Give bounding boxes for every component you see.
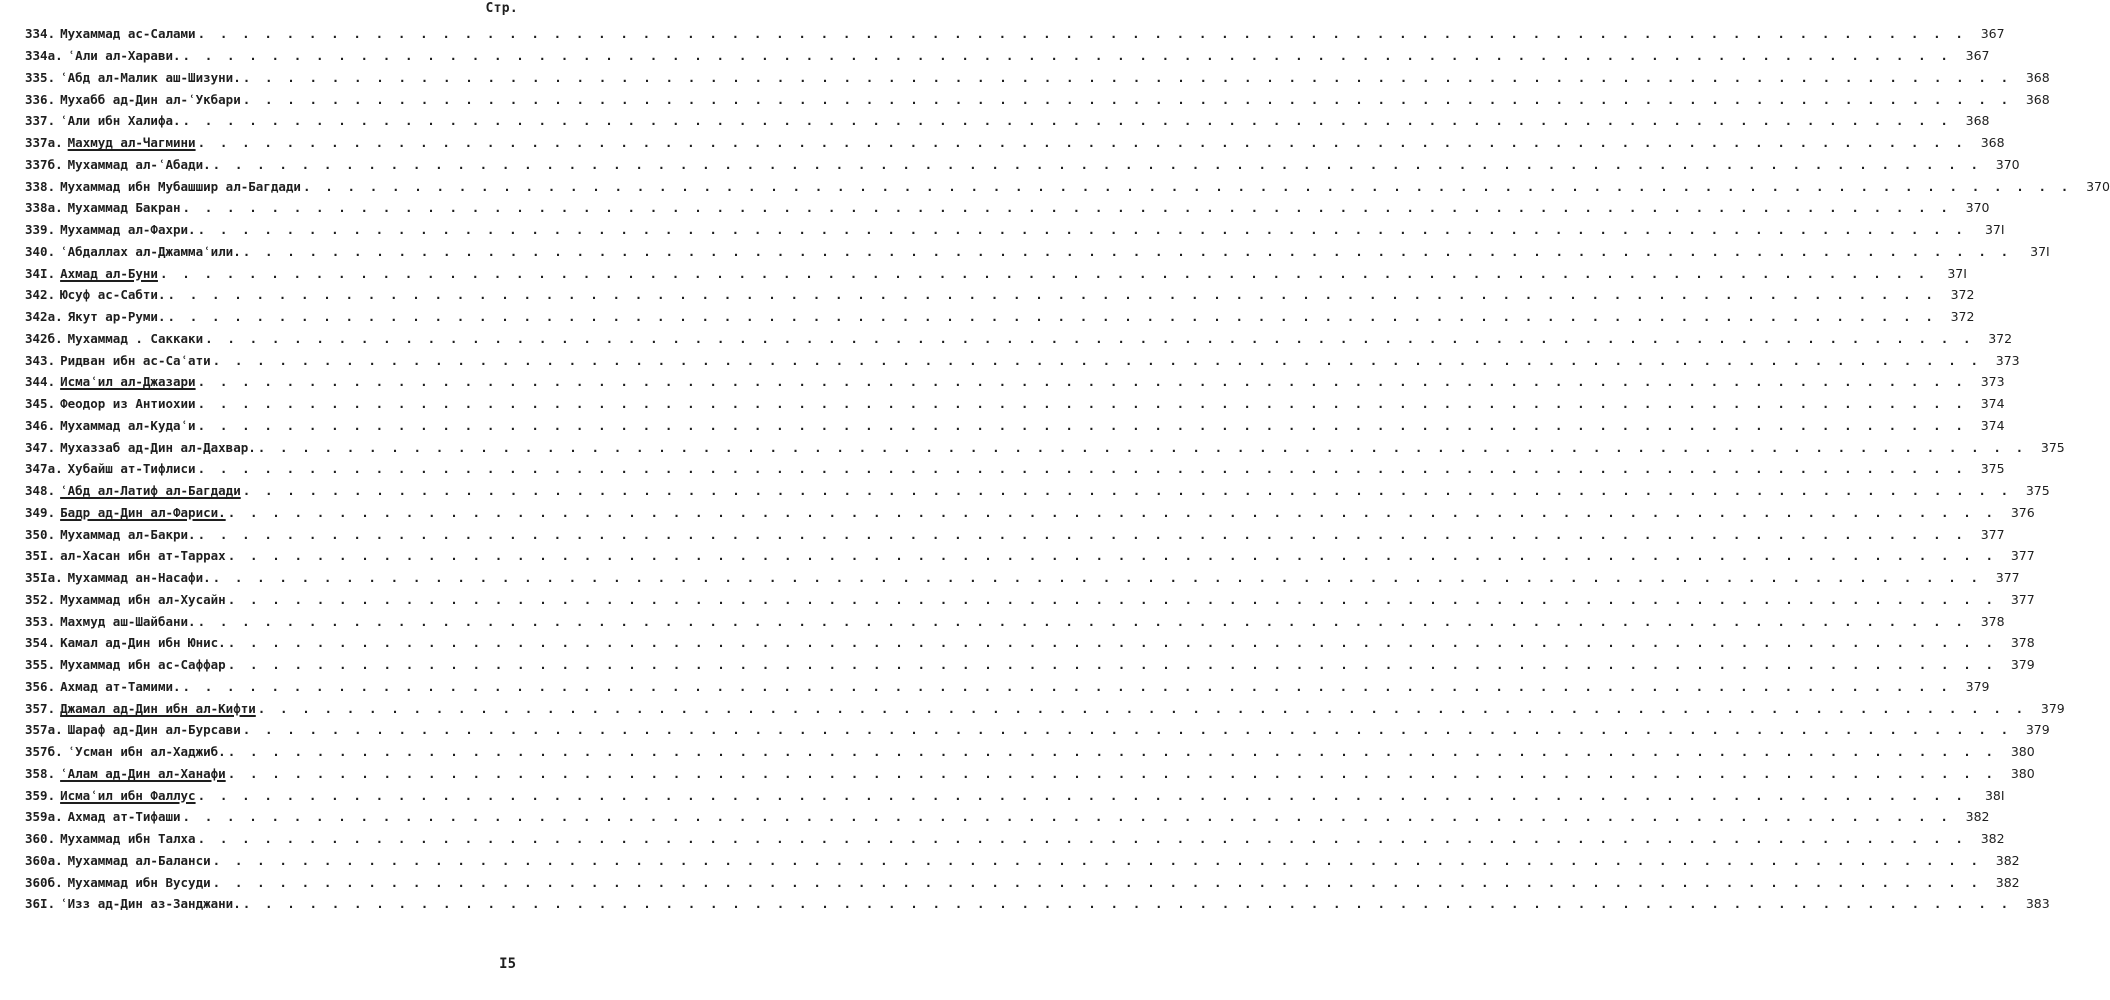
toc-entry-number: 336. [25, 91, 56, 107]
toc-entry [25, 436, 2065, 458]
toc-entry-title: ʿАбдаллах ал-Джаммаʿили. [60, 243, 241, 259]
toc-entry-number: 337б. [25, 156, 63, 172]
toc-entry [25, 45, 1990, 67]
toc-entry-title: ʿАли ибн Халифа. [60, 113, 181, 129]
toc-entry-number: 348. [25, 483, 56, 499]
dot-leader: . . . . . . . . . . . . . . . . . . . . . . . . . . . . . . . . . . . . . . . . . . . . . . . . . . . . . . . . . . . . . . . . . . . . . . . . . . . . . . . . [182, 809, 1952, 825]
toc-entry-number: 357. [25, 700, 56, 716]
toc-entry-number: 352. [25, 591, 56, 607]
dot-leader: . . . . . . . . . . . . . . . . . . . . . . . . . . . . . . . . . . . . . . . . . . . . . . . . . . . . . . . . . . . . . . . . . . . . . . . . . . . . . . . . [302, 178, 2072, 194]
toc-entry-title: Мухаммад Бакран [67, 200, 181, 216]
toc-entry-title: ʿАли ал-Харави. [67, 48, 181, 64]
toc-entry [25, 110, 1990, 132]
toc-entry-title: ʿАбд ал-Малик аш-Шизуни. [60, 69, 241, 85]
toc-entry-number: 334а. [25, 48, 63, 64]
toc-entry-number: 357а. [25, 722, 63, 738]
toc-entry-number: 350. [25, 526, 56, 542]
toc-entry-number: 344. [25, 374, 56, 390]
toc-entry-number: 342. [25, 287, 56, 303]
dot-leader: . . . . . . . . . . . . . . . . . . . . . . . . . . . . . . . . . . . . . . . . . . . . . . . . . . . . . . . . . . . . . . . . . . . . . . . . . . . . . . . . [197, 613, 1967, 629]
toc-entry-page: 368 [2025, 91, 2050, 107]
toc-entry-page: 375 [2025, 483, 2050, 499]
toc-entry-page: 37I [1984, 222, 2005, 238]
dot-leader: . . . . . . . . . . . . . . . . . . . . . . . . . . . . . . . . . . . . . . . . . . . . . . . . . . . . . . . . . . . . . . . . . . . . . . . . . . . . . . . . [197, 831, 1967, 847]
toc-entry-page: 379 [2025, 722, 2050, 738]
toc-entry [25, 871, 2020, 893]
toc-entry [25, 567, 2020, 589]
toc-entry-number: 354. [25, 635, 56, 651]
toc-entry-title: ʿАбд ал-Латиф ал-Багдади [60, 483, 241, 499]
dot-leader: . . . . . . . . . . . . . . . . . . . . . . . . . . . . . . . . . . . . . . . . . . . . . . . . . . . . . . . . . . . . . . . . . . . . . . . . . . . . . . . . [197, 461, 1967, 477]
dot-leader: . . . . . . . . . . . . . . . . . . . . . . . . . . . . . . . . . . . . . . . . . . . . . . . . . . . . . . . . . . . . . . . . . . . . . . . . . . . . . . . . [212, 852, 1982, 868]
toc-entry-number: 34I. [25, 265, 56, 281]
toc-entry-title: ал-Хасан ибн ат-Таррах [60, 548, 226, 564]
toc-entry-number: 339. [25, 222, 56, 238]
dot-leader: . . . . . . . . . . . . . . . . . . . . . . . . . . . . . . . . . . . . . . . . . . . . . . . . . . . . . . . . . . . . . . . . . . . . . . . . . . . . . . . . [197, 26, 1967, 42]
toc-entry [25, 262, 1967, 284]
dot-leader: . . . . . . . . . . . . . . . . . . . . . . . . . . . . . . . . . . . . . . . . . . . . . . . . . . . . . . . . . . . . . . . . . . . . . . . . . . . . . . . . [182, 678, 1952, 694]
toc-entry-number: 343. [25, 352, 56, 368]
dot-leader: . . . . . . . . . . . . . . . . . . . . . . . . . . . . . . . . . . . . . . . . . . . . . . . . . . . . . . . . . . . . . . . . . . . . . . . . . . . . . . . . [227, 765, 1997, 781]
toc-entry [25, 197, 1990, 219]
toc-entry-number: 340. [25, 243, 56, 259]
toc-entry-page: 372 [1950, 309, 1975, 325]
toc-entry-page: 382 [1980, 831, 2005, 847]
toc-entry-title: ʿУсман ибн ал-Хаджиб. [67, 744, 226, 760]
toc-entry-title: Мухаммад ибн ал-Хусайн [60, 591, 226, 607]
toc-entry [25, 393, 2005, 415]
dot-leader: . . . . . . . . . . . . . . . . . . . . . . . . . . . . . . . . . . . . . . . . . . . . . . . . . . . . . . . . . . . . . . . . . . . . . . . . . . . . . . . . [167, 287, 1937, 303]
toc-entry-title: Исмаʿил ибн Фаллус [60, 787, 196, 803]
toc-entry [25, 458, 2005, 480]
dot-leader: . . . . . . . . . . . . . . . . . . . . . . . . . . . . . . . . . . . . . . . . . . . . . . . . . . . . . . . . . . . . . . . . . . . . . . . . . . . . . . . . [257, 439, 2027, 455]
dot-leader: . . . . . . . . . . . . . . . . . . . . . . . . . . . . . . . . . . . . . . . . . . . . . . . . . . . . . . . . . . . . . . . . . . . . . . . . . . . . . . . . [242, 69, 2012, 85]
toc-entry-page: 372 [1950, 287, 1975, 303]
dot-leader: . . . . . . . . . . . . . . . . . . . . . . . . . . . . . . . . . . . . . . . . . . . . . . . . . . . . . . . . . . . . . . . . . . . . . . . . . . . . . . . . [182, 48, 1952, 64]
dot-leader: . . . . . . . . . . . . . . . . . . . . . . . . . . . . . . . . . . . . . . . . . . . . . . . . . . . . . . . . . . . . . . . . . . . . . . . . . . . . . . . . [167, 309, 1937, 325]
dot-leader: . . . . . . . . . . . . . . . . . . . . . . . . . . . . . . . . . . . . . . . . . . . . . . . . . . . . . . . . . . . . . . . . . . . . . . . . . . . . . . . . [182, 113, 1952, 129]
dot-leader: . . . . . . . . . . . . . . . . . . . . . . . . . . . . . . . . . . . . . . . . . . . . . . . . . . . . . . . . . . . . . . . . . . . . . . . . . . . . . . . . [197, 222, 1967, 238]
dot-leader: . . . . . . . . . . . . . . . . . . . . . . . . . . . . . . . . . . . . . . . . . . . . . . . . . . . . . . . . . . . . . . . . . . . . . . . . . . . . . . . . [242, 722, 2012, 738]
toc-entry-title: Ридван ибн ас-Саʿати [60, 352, 211, 368]
toc-entry-number: 35I. [25, 548, 56, 564]
toc-entry [25, 893, 2050, 915]
toc-entry-number: 36I. [25, 896, 56, 912]
toc-entry [25, 654, 2035, 676]
dot-leader: . . . . . . . . . . . . . . . . . . . . . . . . . . . . . . . . . . . . . . . . . . . . . . . . . . . . . . . . . . . . . . . . . . . . . . . . . . . . . . . . [197, 417, 1967, 433]
toc-entry-page: 370 [1965, 200, 1990, 216]
toc-entry [25, 415, 2005, 437]
toc-entry-number: 360б. [25, 874, 63, 890]
toc-entry [25, 632, 2035, 654]
toc-entry [25, 23, 2005, 45]
toc-entry-page: 368 [1965, 113, 1990, 129]
dot-leader: . . . . . . . . . . . . . . . . . . . . . . . . . . . . . . . . . . . . . . . . . . . . . . . . . . . . . . . . . . . . . . . . . . . . . . . . . . . . . . . . [197, 787, 1967, 803]
toc-entry-title: Камал ад-Дин ибн Юнис. [60, 635, 226, 651]
toc-entry-page: 373 [1995, 352, 2020, 368]
toc-entry-title: Бадр ад-Дин ал-Фариси. [60, 504, 226, 520]
toc-entry-title: Мухаззаб ад-Дин ал-Дахвар. [60, 439, 256, 455]
toc-entry [25, 741, 2035, 763]
dot-leader: . . . . . . . . . . . . . . . . . . . . . . . . . . . . . . . . . . . . . . . . . . . . . . . . . . . . . . . . . . . . . . . . . . . . . . . . . . . . . . . . [242, 243, 2012, 259]
toc-entry-number: 357б. [25, 744, 63, 760]
toc-entry-number: 337а. [25, 135, 63, 151]
toc-entry-number: 356. [25, 678, 56, 694]
toc-entry-page: 379 [2010, 657, 2035, 673]
toc-entry [25, 88, 2050, 110]
toc-entry-number: 359а. [25, 809, 63, 825]
toc-entry-number: 347а. [25, 461, 63, 477]
dot-leader: . . . . . . . . . . . . . . . . . . . . . . . . . . . . . . . . . . . . . . . . . . . . . . . . . . . . . . . . . . . . . . . . . . . . . . . . . . . . . . . . [242, 896, 2012, 912]
toc-entry [25, 828, 2005, 850]
table-of-contents [25, 23, 2110, 915]
toc-entry [25, 219, 2005, 241]
toc-entry-page: 377 [2010, 591, 2035, 607]
toc-entry [25, 523, 2005, 545]
toc-entry-number: 355. [25, 657, 56, 673]
toc-entry-title: Юсуф ас-Сабти. [60, 287, 166, 303]
toc-entry-page: 377 [1995, 570, 2020, 586]
dot-leader: . . . . . . . . . . . . . . . . . . . . . . . . . . . . . . . . . . . . . . . . . . . . . . . . . . . . . . . . . . . . . . . . . . . . . . . . . . . . . . . . [159, 265, 1929, 281]
toc-entry-page: 377 [2010, 548, 2035, 564]
dot-leader: . . . . . . . . . . . . . . . . . . . . . . . . . . . . . . . . . . . . . . . . . . . . . . . . . . . . . . . . . . . . . . . . . . . . . . . . . . . . . . . . [197, 526, 1967, 542]
toc-entry-title: Джамал ад-Дин ибн ал-Кифти [60, 700, 256, 716]
dot-leader: . . . . . . . . . . . . . . . . . . . . . . . . . . . . . . . . . . . . . . . . . . . . . . . . . . . . . . . . . . . . . . . . . . . . . . . . . . . . . . . . [257, 700, 2027, 716]
toc-entry-number: 338. [25, 178, 56, 194]
toc-entry-page: 382 [1965, 809, 1990, 825]
toc-entry-title: Мухаммад ал-ʿАбади. [67, 156, 211, 172]
toc-entry-page: 367 [1965, 48, 1990, 64]
dot-leader: . . . . . . . . . . . . . . . . . . . . . . . . . . . . . . . . . . . . . . . . . . . . . . . . . . . . . . . . . . . . . . . . . . . . . . . . . . . . . . . . [227, 635, 1997, 651]
dot-leader: . . . . . . . . . . . . . . . . . . . . . . . . . . . . . . . . . . . . . . . . . . . . . . . . . . . . . . . . . . . . . . . . . . . . . . . . . . . . . . . . [205, 330, 1975, 346]
dot-leader: . . . . . . . . . . . . . . . . . . . . . . . . . . . . . . . . . . . . . . . . . . . . . . . . . . . . . . . . . . . . . . . . . . . . . . . . . . . . . . . . [197, 374, 1967, 390]
toc-entry-number: 345. [25, 396, 56, 412]
toc-entry-title: Шараф ад-Дин ал-Бурсави [67, 722, 241, 738]
toc-entry-number: 347. [25, 439, 56, 455]
toc-entry [25, 806, 1990, 828]
toc-entry-page: 379 [1965, 678, 1990, 694]
toc-entry-number: 342а. [25, 309, 63, 325]
toc-entry-number: 358. [25, 765, 56, 781]
dot-leader: . . . . . . . . . . . . . . . . . . . . . . . . . . . . . . . . . . . . . . . . . . . . . . . . . . . . . . . . . . . . . . . . . . . . . . . . . . . . . . . . [197, 135, 1967, 151]
dot-leader: . . . . . . . . . . . . . . . . . . . . . . . . . . . . . . . . . . . . . . . . . . . . . . . . . . . . . . . . . . . . . . . . . . . . . . . . . . . . . . . . [182, 200, 1952, 216]
toc-entry-title: Хубайш ат-Тифлиси [67, 461, 196, 477]
toc-entry-number: 360. [25, 831, 56, 847]
toc-entry-page: 382 [1995, 852, 2020, 868]
toc-entry-title: Махмуд аш-Шайбани. [60, 613, 196, 629]
toc-entry-title: Ахмад ат-Тифаши [67, 809, 181, 825]
toc-entry-page: 378 [2010, 635, 2035, 651]
toc-entry-number: 334. [25, 26, 56, 42]
dot-leader: . . . . . . . . . . . . . . . . . . . . . . . . . . . . . . . . . . . . . . . . . . . . . . . . . . . . . . . . . . . . . . . . . . . . . . . . . . . . . . . . [227, 504, 1997, 520]
toc-entry-title: ʿАлам ад-Дин ал-Ханафи [60, 765, 226, 781]
toc-entry-number: 359. [25, 787, 56, 803]
toc-entry [25, 241, 2050, 263]
toc-entry-title: Мухаммад ибн Талха [60, 831, 196, 847]
dot-leader: . . . . . . . . . . . . . . . . . . . . . . . . . . . . . . . . . . . . . . . . . . . . . . . . . . . . . . . . . . . . . . . . . . . . . . . . . . . . . . . . [212, 352, 1982, 368]
toc-entry-title: Мухаммад ал-Кудаʿи [60, 417, 196, 433]
toc-entry [25, 850, 2020, 872]
dot-leader: . . . . . . . . . . . . . . . . . . . . . . . . . . . . . . . . . . . . . . . . . . . . . . . . . . . . . . . . . . . . . . . . . . . . . . . . . . . . . . . . [242, 483, 2012, 499]
toc-entry [25, 175, 2110, 197]
toc-entry-title: ʿИзз ад-Дин аз-Занджани. [60, 896, 241, 912]
toc-entry-page: 382 [1995, 874, 2020, 890]
toc-entry [25, 676, 1990, 698]
toc-entry-title: Мухаммад ибн Мубашшир ал-Багдади [60, 178, 301, 194]
toc-entry-page: 370 [1995, 156, 2020, 172]
toc-entry-title: Мухаммад ас-Салами [60, 26, 196, 42]
toc-entry [25, 502, 2035, 524]
toc-entry-title: Мухаммад ан-Насафи. [67, 570, 211, 586]
toc-entry [25, 589, 2035, 611]
toc-entry-page: 379 [2040, 700, 2065, 716]
toc-entry [25, 719, 2050, 741]
toc-entry [25, 132, 2005, 154]
toc-entry [25, 697, 2065, 719]
toc-entry-title: Мухаммад . Саккаки [67, 330, 204, 346]
toc-entry-page: 370 [2086, 178, 2110, 194]
dot-leader: . . . . . . . . . . . . . . . . . . . . . . . . . . . . . . . . . . . . . . . . . . . . . . . . . . . . . . . . . . . . . . . . . . . . . . . . . . . . . . . . [227, 548, 1997, 564]
toc-entry-page: 380 [2010, 765, 2035, 781]
toc-entry-page: 375 [1980, 461, 2005, 477]
toc-entry-title: Ахмад ат-Тамими. [60, 678, 181, 694]
toc-entry-number: 335. [25, 69, 56, 85]
toc-entry-number: 337. [25, 113, 56, 129]
toc-entry-title: Феодор из Антиохии [60, 396, 196, 412]
toc-entry-title: Мухаммад ибн Вусуди [67, 874, 211, 890]
toc-entry [25, 284, 1975, 306]
page-column-header: Стр. [485, 1, 518, 16]
toc-entry-page: 375 [2040, 439, 2065, 455]
toc-entry [25, 545, 2035, 567]
toc-entry-page: 380 [2010, 744, 2035, 760]
toc-entry-page: 38I [1984, 787, 2005, 803]
toc-entry-title: Мухабб ад-Дин ал-ʿУкбари [60, 91, 241, 107]
toc-entry-page: 367 [1980, 26, 2005, 42]
dot-leader: . . . . . . . . . . . . . . . . . . . . . . . . . . . . . . . . . . . . . . . . . . . . . . . . . . . . . . . . . . . . . . . . . . . . . . . . . . . . . . . . [212, 874, 1982, 890]
toc-entry-page: 368 [2025, 69, 2050, 85]
toc-entry-number: 35Iа. [25, 570, 63, 586]
toc-entry-page: 383 [2025, 896, 2050, 912]
dot-leader: . . . . . . . . . . . . . . . . . . . . . . . . . . . . . . . . . . . . . . . . . . . . . . . . . . . . . . . . . . . . . . . . . . . . . . . . . . . . . . . . [227, 591, 1997, 607]
toc-entry-title: Мухаммад ал-Фахри. [60, 222, 196, 238]
toc-entry [25, 349, 2020, 371]
toc-entry-title: Мухаммад ибн ас-Саффар [60, 657, 226, 673]
page-folio-number: I5 [499, 956, 516, 972]
toc-entry-title: Якут ар-Руми. [67, 309, 166, 325]
toc-entry-title: Мухаммад ал-Бакри. [60, 526, 196, 542]
toc-entry-page: 378 [1980, 613, 2005, 629]
toc-entry-page: 37I [2030, 243, 2050, 259]
toc-entry-number: 353. [25, 613, 56, 629]
toc-entry [25, 480, 2050, 502]
toc-entry [25, 67, 2050, 89]
toc-entry [25, 306, 1975, 328]
toc-entry [25, 371, 2005, 393]
toc-entry-number: 338а. [25, 200, 63, 216]
toc-entry [25, 784, 2005, 806]
dot-leader: . . . . . . . . . . . . . . . . . . . . . . . . . . . . . . . . . . . . . . . . . . . . . . . . . . . . . . . . . . . . . . . . . . . . . . . . . . . . . . . . [212, 156, 1982, 172]
toc-entry-title: Махмуд ал-Чагмини [67, 135, 196, 151]
toc-entry-title: Мухаммад ал-Баланси [67, 852, 211, 868]
dot-leader: . . . . . . . . . . . . . . . . . . . . . . . . . . . . . . . . . . . . . . . . . . . . . . . . . . . . . . . . . . . . . . . . . . . . . . . . . . . . . . . . [227, 657, 1997, 673]
toc-entry [25, 328, 2013, 350]
dot-leader: . . . . . . . . . . . . . . . . . . . . . . . . . . . . . . . . . . . . . . . . . . . . . . . . . . . . . . . . . . . . . . . . . . . . . . . . . . . . . . . . [212, 570, 1982, 586]
toc-entry-number: 342б. [25, 330, 63, 346]
toc-entry-number: 346. [25, 417, 56, 433]
toc-entry-page: 377 [1980, 526, 2005, 542]
toc-entry-title: Ахмад ал-Буни [60, 265, 158, 281]
toc-entry-page: 372 [1988, 330, 2013, 346]
toc-entry-number: 349. [25, 504, 56, 520]
dot-leader: . . . . . . . . . . . . . . . . . . . . . . . . . . . . . . . . . . . . . . . . . . . . . . . . . . . . . . . . . . . . . . . . . . . . . . . . . . . . . . . . [197, 396, 1967, 412]
toc-entry-page: 373 [1980, 374, 2005, 390]
dot-leader: . . . . . . . . . . . . . . . . . . . . . . . . . . . . . . . . . . . . . . . . . . . . . . . . . . . . . . . . . . . . . . . . . . . . . . . . . . . . . . . . [227, 744, 1997, 760]
toc-entry-page: 374 [1980, 417, 2005, 433]
toc-entry [25, 154, 2020, 176]
toc-entry-page: 376 [2010, 504, 2035, 520]
toc-entry-page: 374 [1980, 396, 2005, 412]
toc-entry [25, 763, 2035, 785]
dot-leader: . . . . . . . . . . . . . . . . . . . . . . . . . . . . . . . . . . . . . . . . . . . . . . . . . . . . . . . . . . . . . . . . . . . . . . . . . . . . . . . . [242, 91, 2012, 107]
toc-entry [25, 610, 2005, 632]
toc-entry-number: 360а. [25, 852, 63, 868]
toc-entry-page: 37I [1947, 265, 1967, 281]
toc-entry-title: Исмаʿил ал-Джазари [60, 374, 196, 390]
toc-entry-page: 368 [1980, 135, 2005, 151]
